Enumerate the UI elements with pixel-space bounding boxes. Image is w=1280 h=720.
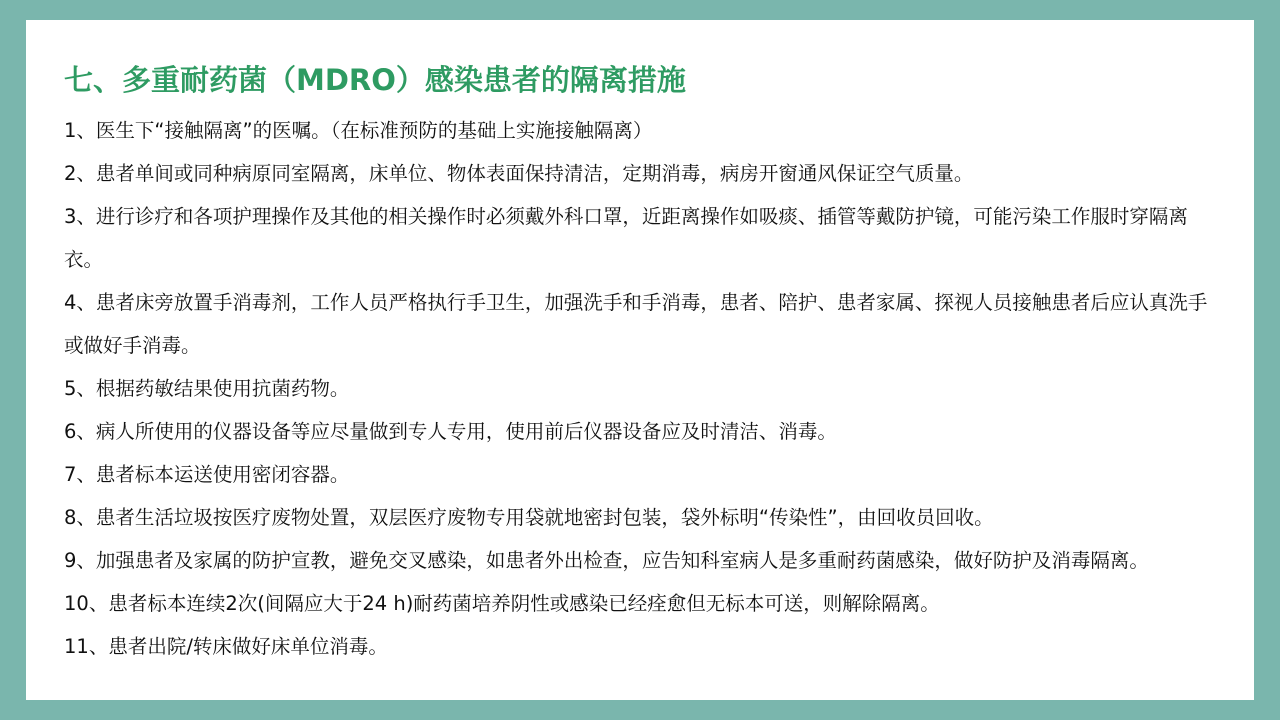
measure-item-9: 9、加强患者及家属的防护宣教，避免交叉感染，如患者外出检查，应告知科室病人是多重耐药菌感染，做好防护及消毒隔离。 bbox=[64, 549, 1149, 572]
measure-item-1: 1、医生下“接触隔离”的医嘱。（在标准预防的基础上实施接触隔离） bbox=[64, 119, 653, 142]
measure-list bbox=[64, 109, 1224, 668]
measure-item-5: 5、根据药敏结果使用抗菌药物。 bbox=[64, 377, 350, 400]
measure-item-11: 11、患者出院/转床做好床单位消毒。 bbox=[64, 635, 388, 658]
measure-item-2: 2、患者单间或同种病原同室隔离，床单位、物体表面保持清洁，定期消毒，病房开窗通风保证空气质量。 bbox=[64, 162, 974, 185]
measure-item-3: 3、进行诊疗和各项护理操作及其他的相关操作时必须戴外科口罩，近距离操作如吸痰、插管等戴防护镜，可能污染工作服时穿隔离衣。 bbox=[64, 205, 1188, 271]
measure-item-10: 10、患者标本连续2次(间隔应大于24 h)耐药菌培养阴性或感染已经痊愈但无标本可送，则解除隔离。 bbox=[64, 592, 940, 615]
measure-item-6: 6、病人所使用的仪器设备等应尽量做到专人专用，使用前后仪器设备应及时清洁、消毒。 bbox=[64, 420, 837, 443]
slide-content bbox=[26, 20, 1254, 700]
measure-item-7: 7、患者标本运送使用密闭容器。 bbox=[64, 463, 350, 486]
measure-item-8: 8、患者生活垃圾按医疗废物处置，双层医疗废物专用袋就地密封包装，袋外标明“传染性”，由回收员回收。 bbox=[64, 506, 994, 529]
measure-item-4: 4、患者床旁放置手消毒剂，工作人员严格执行手卫生，加强洗手和手消毒，患者、陪护、患者家属、探视人员接触患者后应认真洗手或做好手消毒。 bbox=[64, 291, 1208, 357]
slide-title: 七、多重耐药菌（MDRO）感染患者的隔离措施 bbox=[64, 63, 686, 97]
